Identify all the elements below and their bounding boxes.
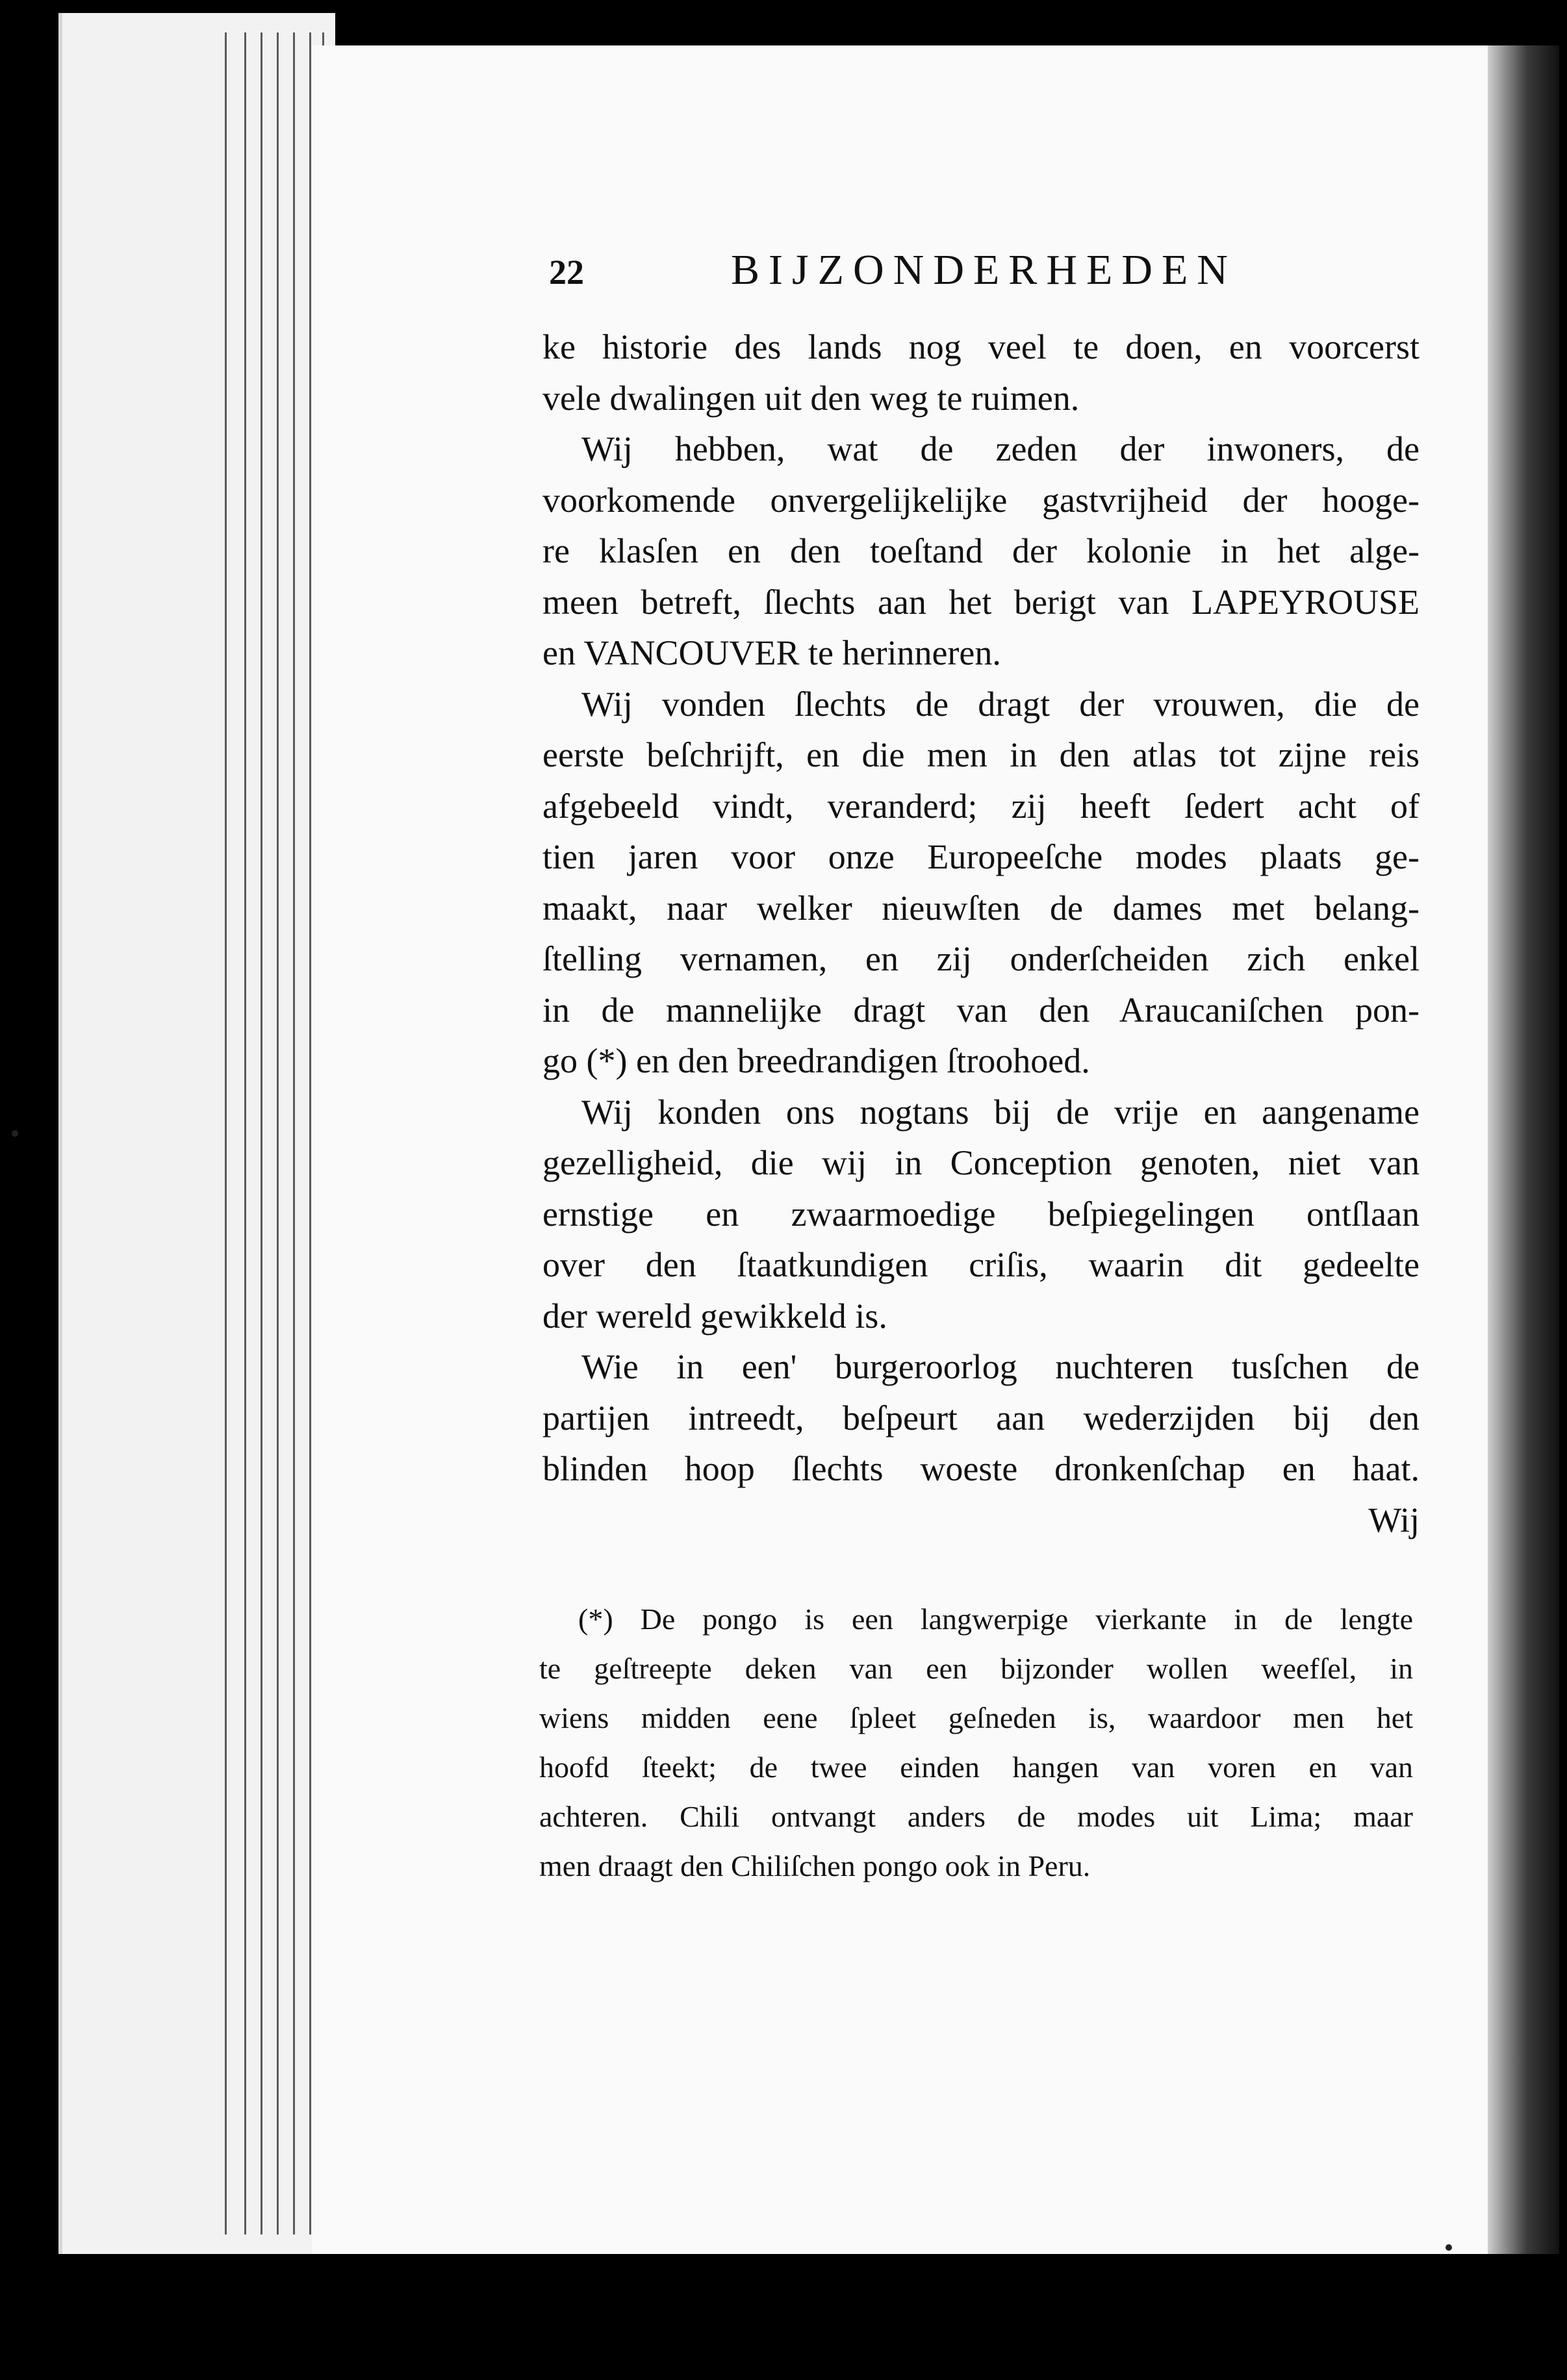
- text-line: en VANCOUVER te herinneren.: [542, 633, 1001, 672]
- footnote-line: hoofd ſteekt; de twee einden hangen van voren en van: [539, 1751, 1413, 1784]
- text-line: ſtelling vernamen, en zij onderſcheiden zich enkel: [542, 939, 1420, 978]
- text-line: afgebeeld vindt, veranderd; zij heeft ſedert acht of: [542, 786, 1420, 826]
- text-line: eerste beſchrijft, en die men in den atlas tot zijne reis: [542, 735, 1420, 774]
- text-line: maakt, naar welker nieuwſten de dames met belang-: [542, 888, 1420, 928]
- text-line: ke historie des lands nog veel te doen, en voorcerst: [542, 327, 1420, 366]
- page-edge-line: [261, 32, 262, 2234]
- text-line: ernstige en zwaarmoedige beſpiegelingen ontſlaan: [542, 1194, 1420, 1234]
- text-line: der wereld gewikkeld is.: [542, 1296, 887, 1336]
- text-line: Wie in een' burgeroorlog nuchteren tusſchen de: [581, 1347, 1420, 1386]
- footnote-line: achteren. Chili ontvangt anders de modes uit Lima; maar: [539, 1800, 1413, 1833]
- footnote: [539, 1595, 1413, 1891]
- text-line: blinden hoop ſlechts woeste dronkenſchap en haat.: [542, 1449, 1420, 1488]
- page-edge-line: [309, 32, 311, 2234]
- text-line: Wij vonden ſlechts de dragt der vrouwen, die de: [581, 684, 1420, 724]
- text-line: partijen intreedt, beſpeurt aan wederzijden bij den: [542, 1398, 1420, 1437]
- text-line: Wij hebben, wat de zeden der inwoners, de: [581, 429, 1420, 468]
- text-line: meen betreft, ſlechts aan het berigt van LAPEYROUSE: [542, 582, 1420, 622]
- running-head: [549, 246, 1459, 304]
- stacked-page-edges: [58, 13, 335, 2254]
- footnote-line: wiens midden eene ſpleet geſneden is, waardoor men het: [539, 1701, 1413, 1734]
- catchword: Wij: [1368, 1500, 1420, 1539]
- text-line: tien jaren voor onze Europeeſche modes plaats ge-: [542, 837, 1420, 876]
- footnote-line: te geſtreepte deken van een bijzonder wollen weefſel, in: [539, 1652, 1413, 1685]
- page-number: 22: [549, 253, 584, 292]
- footnote-line: (*) De pongo is een langwerpige vierkante in de lengte: [578, 1602, 1413, 1636]
- page-edge-line: [244, 32, 246, 2234]
- text-line: over den ſtaatkundigen criſis, waarin dit gedeelte: [542, 1245, 1420, 1284]
- scan-speck: [12, 1130, 18, 1137]
- text-line: gezelligheid, die wij in Conception genoten, niet van: [542, 1143, 1420, 1182]
- scan-speck: [1446, 2244, 1452, 2251]
- body-text: [542, 322, 1420, 1545]
- text-line: re klasſen en den toeſtand der kolonie in het alge-: [542, 531, 1420, 570]
- page-edge-line: [277, 32, 279, 2234]
- text-line: go (*) en den breedrandigen ſtroohoed.: [542, 1041, 1090, 1080]
- footnote-line: men draagt den Chiliſchen pongo ook in Peru.: [539, 1849, 1091, 1882]
- text-line: voorkomende onvergelijkelijke gastvrijheid der hooge-: [542, 480, 1420, 520]
- text-line: in de mannelijke dragt van den Araucaniſchen pon-: [542, 990, 1420, 1030]
- text-line: Wij konden ons nogtans bij de vrije en aangename: [581, 1092, 1420, 1132]
- running-head-title: BIJZONDERHEDEN: [731, 246, 1237, 294]
- page-edge-line: [225, 32, 227, 2234]
- page-gutter-shadow: [1488, 45, 1559, 2254]
- text-line: vele dwalingen uit den weg te ruimen.: [542, 378, 1080, 418]
- page-edge-line: [293, 32, 295, 2234]
